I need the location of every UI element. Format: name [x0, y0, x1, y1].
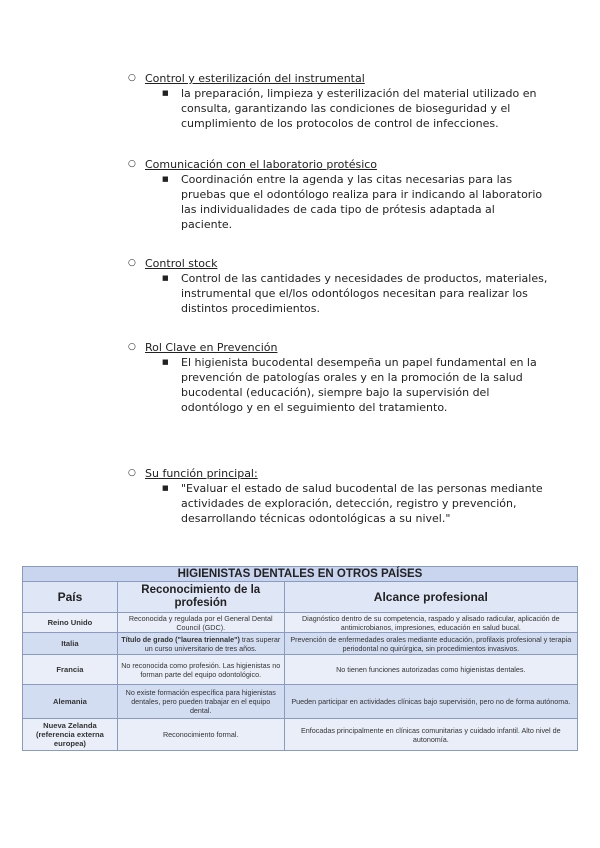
square-bullet-icon: ■: [162, 175, 169, 183]
section-item: la preparación, limpieza y esterilización del material utilizado en consulta, garantizando las condiciones de bioseguridad y el cumplimiento de los protocolos de control de infecciones.: [181, 87, 537, 130]
section-item: Coordinación entre la agenda y las citas necesarias para las pruebas que el odontólogo realiza para ir indicando al laboratorio las individualidades de cada tipo de prótesis adaptada al paciente.: [181, 173, 543, 231]
cell-recognition: [117, 633, 284, 655]
table-row: [23, 613, 578, 633]
cell-recognition: No existe formación específica para higienistas dentales, pero pueden trabajar en el equipo dental.: [117, 685, 284, 719]
section-item: "Evaluar el estado de salud bucodental de las personas mediante actividades de exploración, detección, registro y prevención, desarrollando técnicas odontológicas a su nivel.": [181, 482, 543, 525]
cell-country: Reino Unido: [23, 613, 118, 633]
table-row: [23, 655, 578, 685]
header-reconocimiento: Reconocimiento de la profesión: [117, 582, 284, 613]
cell-recognition: Reconocimiento formal.: [117, 719, 284, 751]
cell-country: Nueva Zelanda (referencia externa europea): [23, 719, 118, 751]
table-title: HIGIENISTAS DENTALES EN OTROS PAÍSES: [23, 567, 578, 582]
countries-table: [22, 566, 578, 751]
circle-bullet-icon: ○: [128, 468, 136, 478]
section-instrumental: [128, 71, 548, 131]
circle-bullet-icon: ○: [128, 342, 136, 352]
section-heading: Comunicación con el laboratorio protésico: [145, 158, 378, 171]
recognition-bold: Título de grado ("laurea triennale"): [121, 634, 240, 644]
cell-scope: Diagnóstico dentro de su competencia, raspado y alisado radicular, aplicación de antimicrobianos, impresiones, educación en salud bucal.: [284, 613, 577, 633]
section-item: Control de las cantidades y necesidades de productos, materiales, instrumental que el/los odontólogos necesitan para realizar los distintos procedimientos.: [181, 272, 548, 315]
recognition-rest: tras superar un curso universitario de tres años.: [144, 634, 281, 653]
section-stock: [128, 256, 548, 316]
table-row: [23, 719, 578, 751]
cell-scope: No tienen funciones autorizadas como higienistas dentales.: [284, 655, 577, 685]
table-row: [23, 633, 578, 655]
cell-country: Italia: [23, 633, 118, 655]
section-laboratorio: [128, 157, 548, 232]
section-heading: Control y esterilización del instrumental: [145, 72, 365, 85]
section-funcion-principal: [128, 466, 548, 526]
section-heading: Rol Clave en Prevención: [145, 341, 278, 354]
square-bullet-icon: ■: [162, 274, 169, 282]
circle-bullet-icon: ○: [128, 159, 136, 169]
header-pais: País: [23, 582, 118, 613]
header-alcance: Alcance profesional: [284, 582, 577, 613]
circle-bullet-icon: ○: [128, 73, 136, 83]
table-row: [23, 685, 578, 719]
section-heading: Su función principal:: [145, 467, 258, 480]
cell-country: Francia: [23, 655, 118, 685]
circle-bullet-icon: ○: [128, 258, 136, 268]
square-bullet-icon: ■: [162, 358, 169, 366]
section-prevencion: [128, 340, 548, 415]
section-heading: Control stock: [145, 257, 218, 270]
cell-scope: Prevención de enfermedades orales mediante educación, profilaxis profesional y terapia periodontal no quirúrgica, sin procedimientos invasivos.: [284, 633, 577, 655]
cell-scope: Pueden participar en actividades clínicas bajo supervisión, pero no de forma autónoma.: [284, 685, 577, 719]
section-item: El higienista bucodental desempeña un papel fundamental en la prevención de patologías orales y en la promoción de la salud bucodental (educación), siempre bajo la supervisión del odontólogo y en el seguimiento del tratamiento.: [181, 356, 537, 414]
cell-country: Alemania: [23, 685, 118, 719]
cell-recognition: Reconocida y regulada por el General Dental Council (GDC).: [117, 613, 284, 633]
square-bullet-icon: ■: [162, 484, 169, 492]
square-bullet-icon: ■: [162, 89, 169, 97]
cell-recognition: No reconocida como profesión. Las higienistas no forman parte del equipo odontológico.: [117, 655, 284, 685]
cell-scope: Enfocadas principalmente en clínicas comunitarias y cuidado infantil. Alto nivel de autonomía.: [284, 719, 577, 751]
